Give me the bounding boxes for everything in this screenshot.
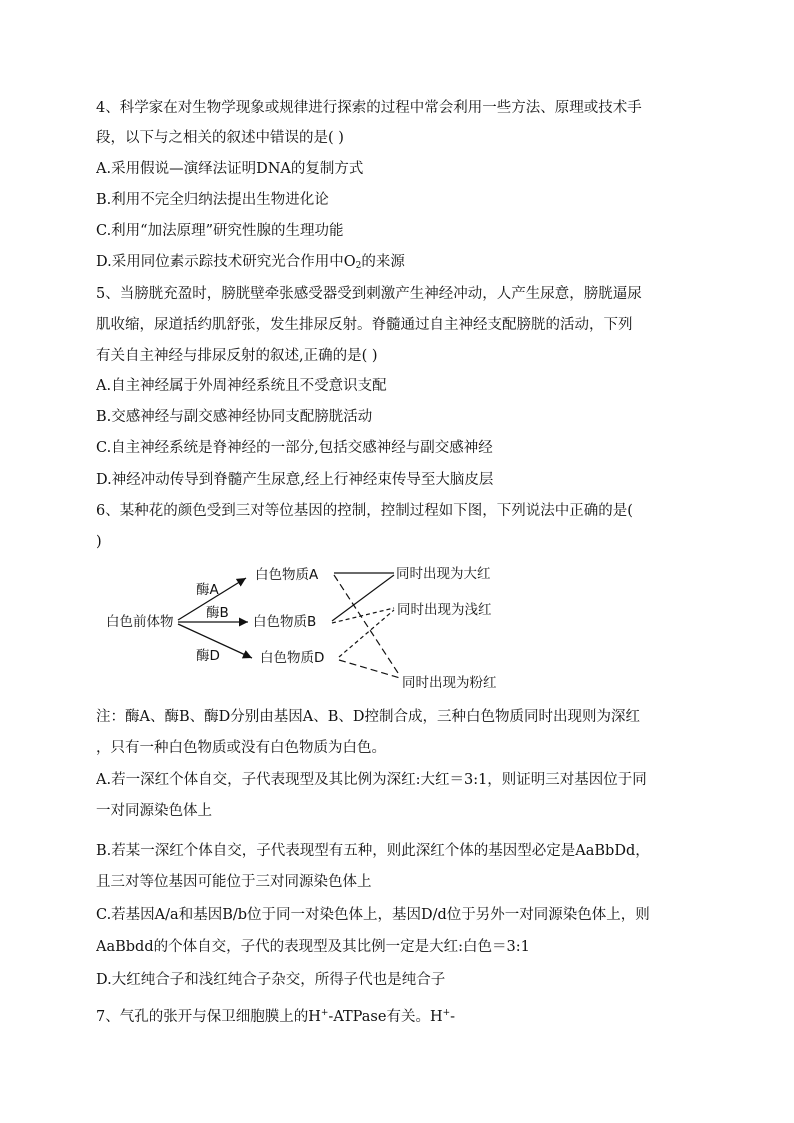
q4-option-d-subscript: 2 <box>355 261 362 271</box>
result-pink-label: 同时出现为粉红 <box>402 675 497 691</box>
enzyme-d-label: 酶D <box>196 648 220 664</box>
q4-option-b: B.利用不完全归纳法提出生物进化论 <box>96 192 329 208</box>
q5-option-c: C.自主神经系统是脊神经的一部分,包括交感神经与副交感神经 <box>96 440 493 456</box>
q7-superscript-2: + <box>442 1008 451 1018</box>
q4-option-d-tail: 的来源 <box>361 254 405 270</box>
q6-option-b-line1: B.若某一深红个体自交，子代表现型有五种，则此深红个体的基因型必定是AaBbDd， <box>96 843 650 859</box>
q6-option-a-line1: A.若一深红个体自交，子代表现型及其比例为深红:大红＝3:1，则证明三对基因位于同 <box>96 772 647 788</box>
q7-stem <box>96 1003 700 1027</box>
q7-stem-middle: -ATPase有关。H <box>328 1009 443 1025</box>
substance-b-label: 白色物质B <box>253 614 317 630</box>
q7-stem-tail: - <box>450 1009 456 1025</box>
q4-option-d <box>96 252 700 276</box>
q5-stem-line3: 有关自主神经与排尿反射的叙述,正确的是( ) <box>96 348 378 364</box>
q6-option-c-line2: AaBbdd的个体自交，子代的表现型及其比例一定是大红:白色＝3:1 <box>96 939 530 955</box>
enzyme-a-label: 酶A <box>196 582 219 598</box>
q4-option-c: C.利用“加法原理”研究性腺的生理功能 <box>96 223 344 239</box>
link-b-big-red <box>332 575 394 621</box>
q5-stem-line1: 5、当膀胱充盈时，膀胱壁牵张感受器受到刺激产生神经冲动，人产生尿意，膀胱逼尿 <box>96 286 642 302</box>
q5-option-a: A.自主神经属于外周神经系统且不受意识支配 <box>96 378 387 394</box>
substance-d-label: 白色物质D <box>260 650 325 666</box>
result-big-red-label: 同时出现为大红 <box>396 566 491 582</box>
q6-option-d: D.大红纯合子和浅红纯合子杂交，所得子代也是纯合子 <box>96 972 446 988</box>
q4-stem-line2: 段，以下与之相关的叙述中错误的是( ) <box>96 130 344 146</box>
q6-stem-line2: ) <box>96 534 102 550</box>
q4-option-a: A.采用假说—演绎法证明DNA的复制方式 <box>96 161 364 177</box>
link-d-light-red <box>339 610 394 657</box>
q6-option-b-line2: 且三对等位基因可能位于三对同源染色体上 <box>96 874 372 890</box>
q5-stem-line2: 肌收缩，尿道括约肌舒张，发生排尿反射。脊髓通过自主神经支配膀胱的活动，下列 <box>96 317 633 333</box>
q6-stem-line1: 6、某种花的颜色受到三对等位基因的控制，控制过程如下图，下列说法中正确的是( <box>96 503 633 519</box>
q5-option-d: D.神经冲动传导到脊髓产生尿意,经上行神经束传导至大脑皮层 <box>96 472 494 488</box>
precursor-label: 白色前体物 <box>106 614 174 630</box>
q7-superscript-1: + <box>320 1008 329 1018</box>
enzyme-b-label: 酶B <box>206 605 229 621</box>
q4-stem-line1: 4、科学家在对生物学现象或规律进行探索的过程中常会利用一些方法、原理或技术手 <box>96 100 642 116</box>
result-light-red-label: 同时出现为浅红 <box>397 602 492 618</box>
q6-note-line1: 注：酶A、酶B、酶D分别由基因A、B、D控制合成，三种白色物质同时出现则为深红 <box>96 709 641 725</box>
q6-note-line2: ，只有一种白色物质或没有白色物质为白色。 <box>96 740 386 756</box>
substance-a-label: 白色物质A <box>255 567 319 583</box>
q5-option-b: B.交感神经与副交感神经协同支配膀胱活动 <box>96 409 373 425</box>
q4-option-d-text: D.采用同位素示踪技术研究光合作用中O <box>96 254 356 270</box>
q6-option-c-line1: C.若基因A/a和基因B/b位于同一对染色体上，基因D/d位于另外一对同源染色体上，则 <box>96 907 650 923</box>
flower-color-pathway-diagram <box>96 556 516 696</box>
q7-stem-text: 7、气孔的张开与保卫细胞膜上的H <box>96 1009 321 1025</box>
q6-option-a-line2: 一对同源染色体上 <box>96 803 212 819</box>
link-b-light-red <box>332 608 394 623</box>
